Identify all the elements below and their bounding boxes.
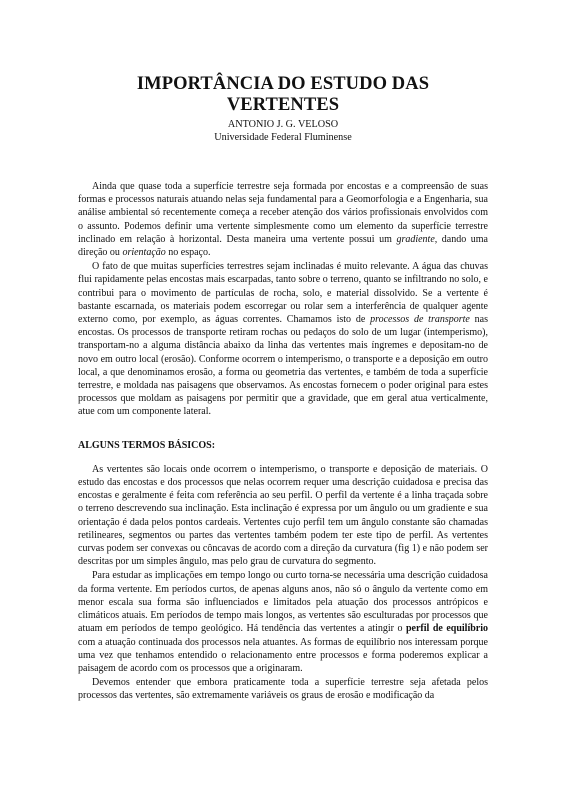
- section-paragraph-2: [78, 569, 488, 675]
- title-line-1: IMPORTÂNCIA DO ESTUDO DAS: [136, 74, 430, 94]
- intro-p1-text-c: no espaço.: [165, 247, 211, 259]
- title-line-2: VERTENTES: [226, 95, 340, 115]
- document-title: [78, 74, 488, 116]
- intro-section: [78, 180, 488, 703]
- term-gradiente: gradiente,: [396, 233, 438, 245]
- intro-paragraph-2: [78, 260, 488, 418]
- author-affiliation: Universidade Federal Fluminense: [214, 131, 352, 143]
- term-orientacao: orientação: [122, 247, 166, 259]
- term-processos-de-transporte: processos de transporte: [370, 314, 470, 326]
- section-p2-text-a: Para estudar as implicações em tempo longo ou curto torna-se necessária uma descrição cuidadosa da forma vertente. Em períodos curtos, de apenas alguns anos, não só o ângulo da vertente como em menor escala sua forma são influenciados e limitados pela atuação dos processos antrópicos e climáticos atuais. Em períodos de tempo mais longos, as vertentes são esculturadas por processos que atuam em períodos de tempo geológico. Há tendência das vertentes a atingir o: [78, 570, 488, 635]
- intro-p2-text-a: O fato de que muitas superfícies terrestres sejam inclinadas é muito relevante. A água das chuvas flui rapidamente pelas encostas mais escarpadas, tanto sobre o terreno, quanto se infiltrando no solo, e contribui para o movimento de partículas de rocha, solo, e material dissolvido. Se a vertente é bastante escarnada, os materiais podem escorregar ou rolar sem a interferência de qualquer agente externo como, por exemplo, as águas correntes. Chamamos isto de: [78, 261, 488, 326]
- section-paragraph-1: As vertentes são locais onde ocorrem o intemperismo, o transporte e deposição de materiais. O estudo das encostas e dos processos que nelas ocorrem requer uma descrição cuidadosa e precisa das encostas e geralmente é feita com referência ao seu perfil. O perfil da vertente é a linha traçada sobre o terreno descrevendo sua inclinação. Esta inclinação é expressa por um ângulo ou um gradiente e sua orientação é dada pelos pontos cardeais. Vertentes cujo perfil tem um ângulo constante são chamadas retilineares, segmentos ou partes das vertentes também podem ter este tipo de perfil. As vertentes curvas podem ser convexas ou côncavas de acordo com a direção da curvatura (fig 1) e não podem ser descritas por um simples ângulo, mas pelo grau de curvatura do segmento.: [78, 463, 488, 568]
- section-heading: ALGUNS TERMOS BÁSICOS:: [78, 439, 216, 451]
- author-name: ANTONIO J. G. VELOSO: [227, 119, 339, 130]
- section-p2-text-c: com a atuação continuada dos processos nela atuantes. As formas de equilíbrio nos interessam porque uma vez que tenhamos entendido o relacionamento entre processos e forma poderemos explicar a paisagem de acordo com os processos que a originaram.: [78, 636, 488, 674]
- intro-p1-text-b: dando uma direção ou: [78, 233, 488, 259]
- section-paragraph-3: Devemos entender que embora praticamente toda a superfície terrestre seja afetada pelos processos das vertentes, são extremamente variáveis os graus de erosão e modificação da: [78, 677, 488, 702]
- term-perfil-de-equilibrio: perfil de equilíbrio: [405, 623, 488, 635]
- basic-terms-section: [78, 463, 488, 703]
- intro-p2-text-b: nas encostas. Os processos de transporte retiram rochas ou pedaços do solo de um lugar (intemperismo), transportam-no a alguma distância abaixo da linha das vertentes mais íngremes e depositam-no de novo em outro local (erosão). Conforme ocorrem o intemperismo, o transporte e a deposição em outro local, a que denominamos erosão, a forma ou geometria das vertentes, e também de toda a superfície terrestre, e moldada nas paisagens que observamos. As encostas fornecem o poder original para estes processos que moldam as paisagens por permitir que a gravidade, que em geral atua verticalmente, atue com um componente lateral.: [78, 314, 488, 418]
- intro-p1-text-a: Ainda que quase toda a superfície terrestre seja formada por encostas e a compreensão de suas formas e processos naturais atuando nelas seja fundamental para a Geomorfologia e a Engenharia, sua análise ambiental só recentemente começa a receber atenção dos vários profissionais envolvidos com o assunto. Podemos definir uma vertente simplesmente como um elemento da superfície terrestre inclinado em relação à horizontal. Desta maneira uma vertente possui um: [78, 181, 488, 245]
- intro-paragraph-1: [78, 180, 488, 259]
